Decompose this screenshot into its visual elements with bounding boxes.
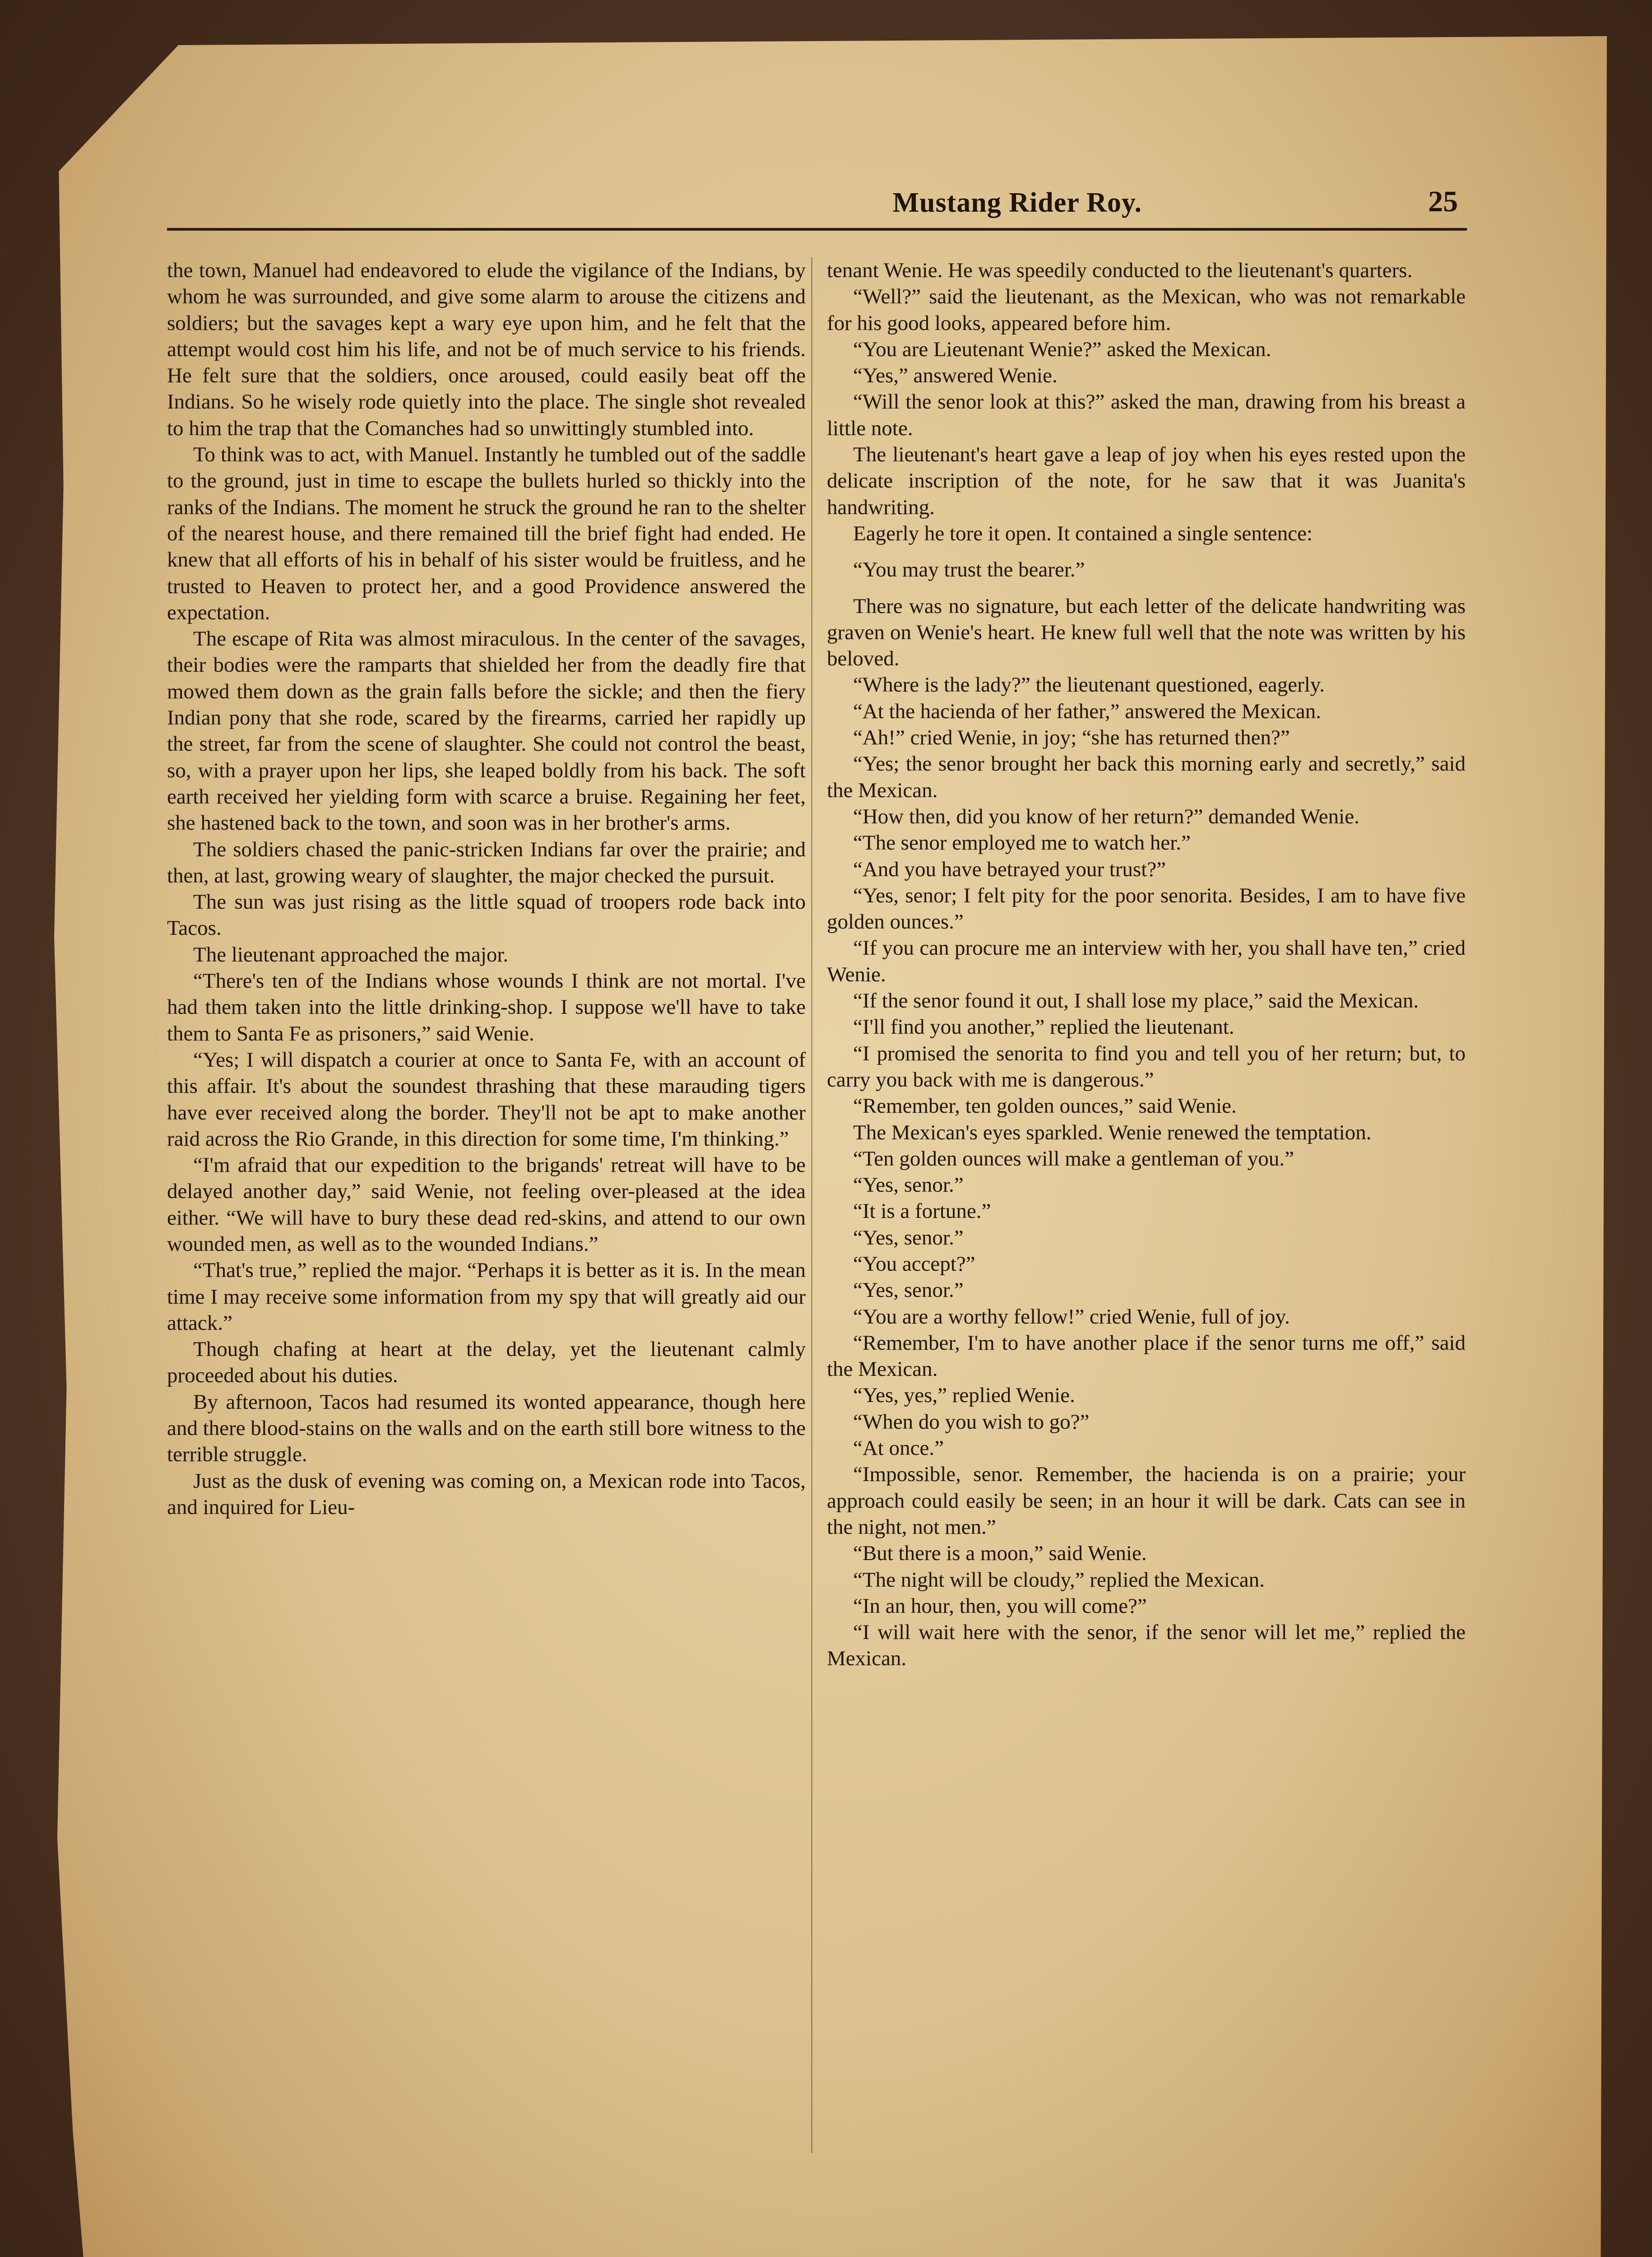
- paragraph: “If the senor found it out, I shall lose my place,” said the Mexican.: [853, 989, 1419, 1013]
- paragraph: “When do you wish to go?”: [853, 1410, 1090, 1434]
- paragraph: “Yes, senor.”: [853, 1173, 964, 1197]
- paragraph: “Yes; I will dispatch a courier at once to Santa Fe, with an account of this affair. It's about the soundest thrashing that these marauding tigers have ever received along the border. They'll not be apt to make another raid across the Rio Grande, in this direction for some time, I'm thinking.”: [167, 1048, 806, 1151]
- paragraph: To think was to act, with Manuel. Instantly he tumbled out of the saddle to the ground, just in time to escape the bullets hurled so thickly into the ranks of the Indians. The moment he struck the ground he ran to the shelter of the nearest house, and there remained till the brief fight had ended. He knew that all efforts of his in behalf of his sister would be fruitless, and he trusted to Heaven to protect her, and a good Providence answered the expectation.: [167, 443, 806, 624]
- paragraph: The escape of Rita was almost miraculous. In the center of the savages, their bodies were the ramparts that shielded her from the deadly fire that mowed them down as the grain falls before the sickle; and then the fiery Indian pony that she rode, scared by the firearms, carried her rapidly up the street, far from the scene of slaughter. She could not control the beast, so, with a prayer upon her lips, she leaped boldly from his back. The soft earth received her yielding form with scarce a bruise. Regaining her feet, she hastened back to the town, and soon was in her brother's arms.: [167, 627, 806, 835]
- paragraph: “You are a worthy fellow!” cried Wenie, full of joy.: [853, 1305, 1290, 1328]
- paragraph: “Remember, ten golden ounces,” said Wenie.: [853, 1094, 1237, 1118]
- paragraph: There was no signature, but each letter of the delicate handwriting was graven on Wenie's heart. He knew full well that the note was written by his beloved.: [827, 594, 1466, 671]
- paragraph: “Ten golden ounces will make a gentleman of you.”: [853, 1147, 1294, 1170]
- paragraph: The Mexican's eyes sparkled. Wenie renewed the temptation.: [853, 1120, 1372, 1144]
- paragraph: “Yes, senor; I felt pity for the poor senorita. Besides, I am to have five golden ounces.”: [827, 883, 1466, 934]
- paragraph: “The senor employed me to watch her.”: [853, 831, 1191, 855]
- paragraph: “I will wait here with the senor, if the senor will let me,” replied the Mexican.: [827, 1621, 1466, 1671]
- paragraph: “And you have betrayed your trust?”: [853, 857, 1166, 881]
- paragraph: The soldiers chased the panic-stricken Indians far over the prairie; and then, at last, growing weary of slaughter, the major checked the pursuit.: [167, 837, 806, 887]
- running-head: Mustang Rider Roy.: [892, 187, 1142, 218]
- paragraph: The lieutenant approached the major.: [193, 943, 509, 966]
- paragraph: Just as the dusk of evening was coming on, a Mexican rode into Tacos, and inquired for Lieu-: [167, 1469, 806, 1519]
- paragraph: “At the hacienda of her father,” answered the Mexican.: [853, 699, 1321, 723]
- paragraph: “Yes, yes,” replied Wenie.: [853, 1384, 1075, 1407]
- paragraph: “Yes, senor.”: [853, 1226, 964, 1249]
- paragraph: “In an hour, then, you will come?”: [853, 1594, 1147, 1618]
- paragraph: “Yes; the senor brought her back this morning early and secretly,” said the Mexican.: [827, 752, 1466, 802]
- paragraph: “But there is a moon,” said Wenie.: [853, 1542, 1147, 1565]
- paragraph: “Ah!” cried Wenie, in joy; “she has returned then?”: [853, 726, 1290, 750]
- paragraph: “At once.”: [853, 1436, 944, 1460]
- paragraph: “How then, did you know of her return?” demanded Wenie.: [853, 804, 1360, 828]
- paragraph: “It is a fortune.”: [853, 1199, 991, 1223]
- paragraph: “I promised the senorita to find you and tell you of her return; but, to carry you back with me is dangerous.”: [827, 1041, 1466, 1091]
- note-quote: “You may trust the bearer.”: [853, 558, 1085, 582]
- paragraph: “If you can procure me an interview with her, you shall have ten,” cried Wenie.: [827, 936, 1466, 986]
- paragraph: “You accept?”: [853, 1252, 975, 1276]
- paragraph: “Will the senor look at this?” asked the man, drawing from his breast a little note.: [827, 390, 1466, 440]
- header-rule: [167, 228, 1467, 231]
- paragraph: “That's true,” replied the major. “Perhaps it is better as it is. In the mean time I may receive some information from my spy that will greatly aid our attack.”: [167, 1259, 806, 1335]
- paragraph: Though chafing at heart at the delay, yet the lieutenant calmly proceeded about his duties.: [167, 1337, 806, 1388]
- paragraph: “Yes,” answered Wenie.: [853, 364, 1058, 388]
- paragraph: “Remember, I'm to have another place if the senor turns me off,” said the Mexican.: [827, 1331, 1466, 1381]
- paragraph: Eagerly he tore it open. It contained a single sentence:: [853, 521, 1313, 545]
- left-column: [167, 257, 806, 1520]
- paragraph: tenant Wenie. He was speedily conducted to the lieutenant's quarters.: [827, 259, 1413, 282]
- paragraph: “I'm afraid that our expedition to the brigands' retreat will have to be delayed another day,” said Wenie, not feeling over-pleased at the idea either. “We will have to bury these dead red-skins, and attend to our own wounded men, as well as to the wounded Indians.”: [167, 1153, 806, 1256]
- paragraph: “There's ten of the Indians whose wounds I think are not mortal. I've had them taken into the little drinking-shop. I suppose we'll have to take them to Santa Fe as prisoners,” said Wenie.: [167, 969, 806, 1045]
- paragraph: “Yes, senor.”: [853, 1278, 964, 1302]
- paragraph: “The night will be cloudy,” replied the Mexican.: [853, 1568, 1265, 1592]
- paragraph: “Impossible, senor. Remember, the hacienda is on a prairie; your approach could easily be seen; in an hour it will be dark. Cats can see in the night, not men.”: [827, 1463, 1466, 1539]
- paragraph: The sun was just rising as the little squad of troopers rode back into Tacos.: [167, 890, 806, 940]
- column-divider: [811, 257, 812, 2153]
- paragraph: “Well?” said the lieutenant, as the Mexican, who was not remarkable for his good looks, appeared before him.: [827, 285, 1466, 335]
- paragraph: “Where is the lady?” the lieutenant questioned, eagerly.: [853, 673, 1325, 697]
- paragraph: The lieutenant's heart gave a leap of joy when his eyes rested upon the delicate inscription of the note, for he saw that it was Juanita's handwriting.: [827, 443, 1466, 519]
- paragraph: “You are Lieutenant Wenie?” asked the Mexican.: [853, 337, 1271, 361]
- paragraph: the town, Manuel had endeavored to elude the vigilance of the Indians, by whom he was surrounded, and give some alarm to arouse the citizens and soldiers; but the savages kept a wary eye upon him, and he felt that the attempt would cost him his life, and not be of much service to his friends. He felt sure that the soldiers, once aroused, could easily beat off the Indians. So he wisely rode quietly into the place. The single shot revealed to him the trap that the Comanches had so unwittingly stumbled into.: [167, 259, 806, 440]
- page-header: [167, 169, 1467, 223]
- paragraph: “I'll find you another,” replied the lieutenant.: [853, 1015, 1234, 1039]
- paragraph: By afternoon, Tacos had resumed its wonted appearance, though here and there blood-stains on the walls and on the earth still bore witness to the terrible struggle.: [167, 1390, 806, 1467]
- right-column: [827, 257, 1466, 1672]
- page-number: 25: [1428, 185, 1458, 218]
